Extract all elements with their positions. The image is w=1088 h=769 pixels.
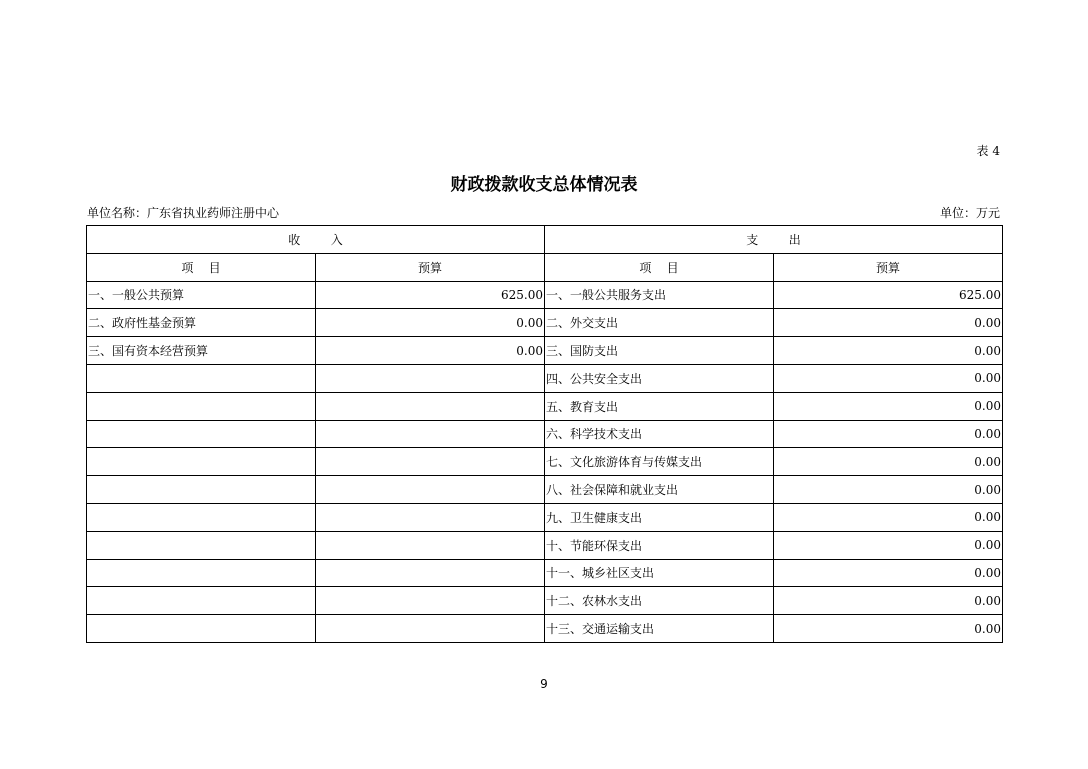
expense-budget-cell: 0.00	[774, 392, 1003, 420]
table-row	[87, 531, 1003, 559]
income-budget-cell	[316, 615, 545, 643]
income-item-cell	[87, 587, 316, 615]
income-budget-cell	[316, 392, 545, 420]
expense-budget-cell: 0.00	[774, 559, 1003, 587]
income-item-cell	[87, 392, 316, 420]
table-number: 表 4	[976, 144, 1000, 158]
income-item-cell: 一、一般公共预算	[87, 281, 316, 309]
income-budget-cell	[316, 364, 545, 392]
income-budget-cell	[316, 476, 545, 504]
expense-budget-cell: 625.00	[774, 281, 1003, 309]
header-row-columns	[87, 253, 1003, 281]
table-row	[87, 476, 1003, 504]
expense-budget-cell: 0.00	[774, 615, 1003, 643]
unit-name-label: 单位名称：广东省执业药师注册中心	[87, 206, 280, 220]
expense-item-cell: 十三、交通运输支出	[545, 615, 774, 643]
expense-budget-cell: 0.00	[774, 448, 1003, 476]
expense-budget-cell: 0.00	[774, 476, 1003, 504]
income-item-header: 项 目	[87, 253, 316, 281]
expense-budget-cell: 0.00	[774, 364, 1003, 392]
income-item-cell	[87, 448, 316, 476]
income-budget-cell	[316, 531, 545, 559]
income-item-cell: 三、国有资本经营预算	[87, 337, 316, 365]
expense-header: 支 出	[545, 226, 1003, 254]
income-budget-cell: 625.00	[316, 281, 545, 309]
table-row	[87, 559, 1003, 587]
table-row	[87, 503, 1003, 531]
table-row	[87, 364, 1003, 392]
page-number: 9	[540, 677, 548, 691]
expense-budget-cell: 0.00	[774, 420, 1003, 448]
income-budget-cell	[316, 559, 545, 587]
income-item-cell	[87, 503, 316, 531]
currency-unit-label: 单位：万元	[939, 206, 1000, 220]
income-header: 收 入	[87, 226, 545, 254]
expense-item-header: 项 目	[545, 253, 774, 281]
header-row-sections	[87, 226, 1003, 254]
table-row	[87, 309, 1003, 337]
expense-item-cell: 六、科学技术支出	[545, 420, 774, 448]
page-title: 财政拨款收支总体情况表	[450, 175, 638, 195]
table-row	[87, 337, 1003, 365]
expense-item-cell: 八、社会保障和就业支出	[545, 476, 774, 504]
table-row	[87, 615, 1003, 643]
income-budget-cell	[316, 587, 545, 615]
budget-table	[86, 225, 1003, 643]
expense-item-cell: 五、教育支出	[545, 392, 774, 420]
expense-budget-cell: 0.00	[774, 309, 1003, 337]
table-row	[87, 587, 1003, 615]
income-budget-cell: 0.00	[316, 337, 545, 365]
income-item-cell	[87, 559, 316, 587]
income-budget-header: 预算	[316, 253, 545, 281]
expense-item-cell: 一、一般公共服务支出	[545, 281, 774, 309]
expense-budget-cell: 0.00	[774, 503, 1003, 531]
expense-item-cell: 十一、城乡社区支出	[545, 559, 774, 587]
income-budget-cell	[316, 420, 545, 448]
expense-item-cell: 二、外交支出	[545, 309, 774, 337]
expense-budget-cell: 0.00	[774, 337, 1003, 365]
expense-budget-cell: 0.00	[774, 531, 1003, 559]
expense-item-cell: 四、公共安全支出	[545, 364, 774, 392]
table-row	[87, 392, 1003, 420]
income-budget-cell: 0.00	[316, 309, 545, 337]
income-item-cell	[87, 531, 316, 559]
income-item-cell	[87, 476, 316, 504]
expense-item-cell: 十二、农林水支出	[545, 587, 774, 615]
expense-budget-header: 预算	[774, 253, 1003, 281]
income-budget-cell	[316, 503, 545, 531]
income-item-cell	[87, 364, 316, 392]
table-row	[87, 281, 1003, 309]
income-item-cell	[87, 420, 316, 448]
income-item-cell: 二、政府性基金预算	[87, 309, 316, 337]
expense-budget-cell: 0.00	[774, 587, 1003, 615]
expense-item-cell: 九、卫生健康支出	[545, 503, 774, 531]
table-row	[87, 448, 1003, 476]
expense-item-cell: 七、文化旅游体育与传媒支出	[545, 448, 774, 476]
expense-item-cell: 三、国防支出	[545, 337, 774, 365]
table-row	[87, 420, 1003, 448]
income-item-cell	[87, 615, 316, 643]
income-budget-cell	[316, 448, 545, 476]
expense-item-cell: 十、节能环保支出	[545, 531, 774, 559]
